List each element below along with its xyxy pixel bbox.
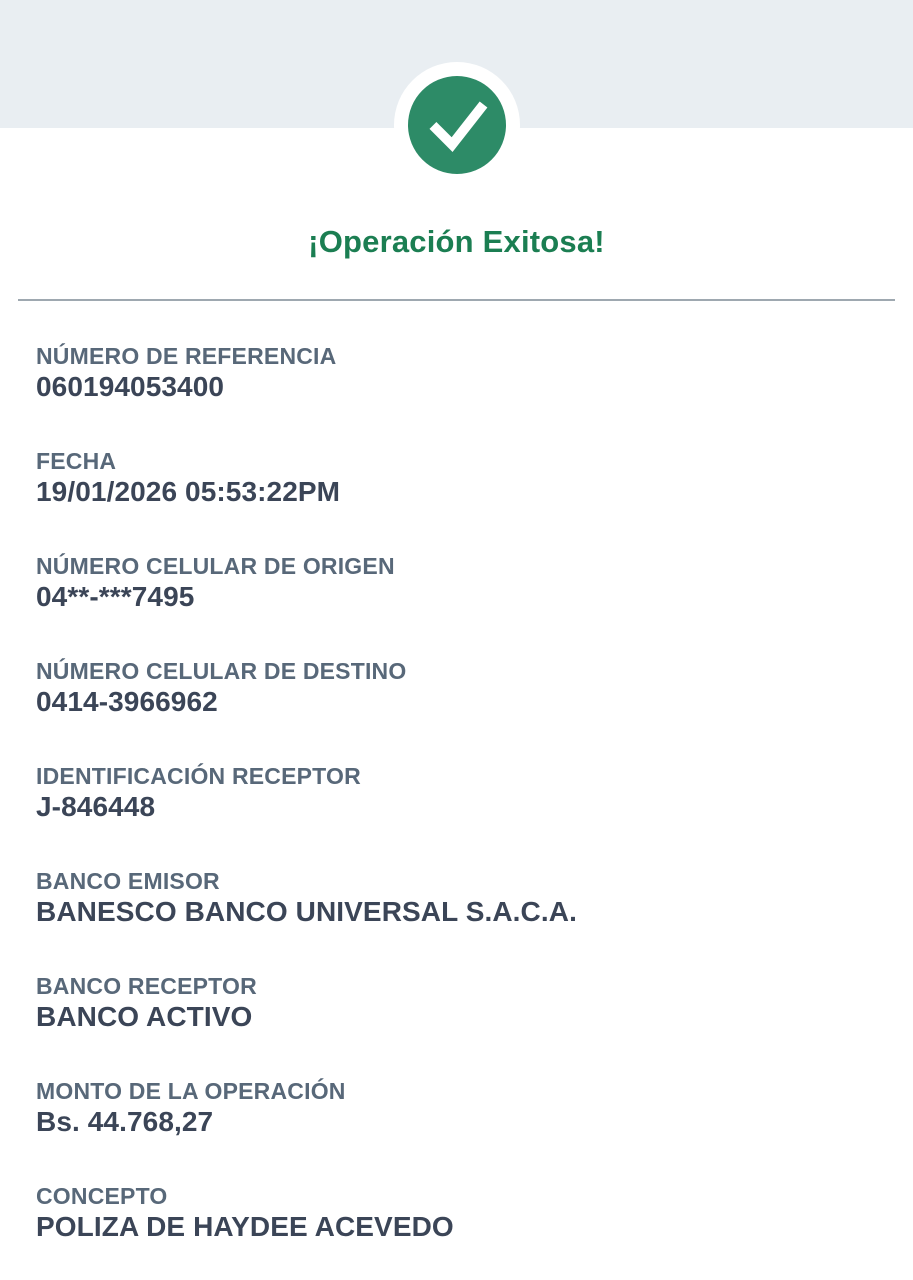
divider <box>18 299 895 301</box>
field-row-concept <box>36 1182 877 1244</box>
field-value: 060194053400 <box>36 371 225 402</box>
success-badge <box>394 62 520 188</box>
field-row-destination-phone <box>36 657 877 719</box>
field-value: 04**-***7495 <box>36 581 195 612</box>
field-value: Bs. 44.768,27 <box>36 1106 214 1137</box>
field-label: NÚMERO CELULAR DE DESTINO <box>36 658 407 684</box>
field-value: 19/01/2026 05:53:22PM <box>36 476 341 507</box>
field-label: CONCEPTO <box>36 1183 168 1209</box>
field-row-date <box>36 447 877 509</box>
field-value: 0414-3966962 <box>36 686 218 717</box>
field-label: FECHA <box>36 448 117 474</box>
field-row-origin-phone <box>36 552 877 614</box>
field-label: BANCO EMISOR <box>36 868 220 894</box>
field-row-issuing-bank <box>36 867 877 929</box>
field-value: BANESCO BANCO UNIVERSAL S.A.C.A. <box>36 896 577 927</box>
field-label: NÚMERO DE REFERENCIA <box>36 343 337 369</box>
field-value: POLIZA DE HAYDEE ACEVEDO <box>36 1211 454 1242</box>
field-label: IDENTIFICACIÓN RECEPTOR <box>36 763 361 789</box>
field-label: NÚMERO CELULAR DE ORIGEN <box>36 553 395 579</box>
page-title: ¡Operación Exitosa! <box>308 224 605 259</box>
field-value: BANCO ACTIVO <box>36 1001 253 1032</box>
field-label: MONTO DE LA OPERACIÓN <box>36 1078 346 1104</box>
field-value: J-846448 <box>36 791 156 822</box>
field-row-receiver-id <box>36 762 877 824</box>
receipt-fields <box>0 342 913 1244</box>
field-label: BANCO RECEPTOR <box>36 973 257 999</box>
field-row-reference <box>36 342 877 404</box>
field-row-receiving-bank <box>36 972 877 1034</box>
field-row-amount <box>36 1077 877 1139</box>
check-circle-icon <box>408 76 506 174</box>
